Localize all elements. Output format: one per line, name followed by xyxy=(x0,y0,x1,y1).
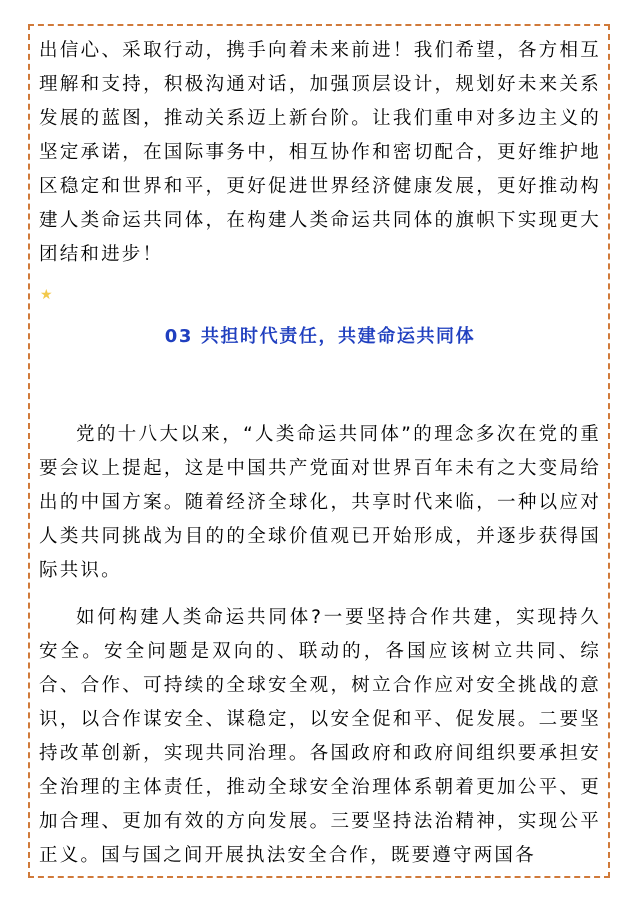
paragraph-3: 如何构建人类命运共同体?一要坚持合作共建，实现持久安全。安全问题是双向的、联动的，各国应该树立共同、综合、合作、可持续的全球安全观，树立合作应对安全挑战的意识，以合作谋安全、谋稳定，以安全促和平、促发展。二要坚持改革创新，实现共同治理。各国政府和政府间组织要承担安全治理的主体责任，推动全球安全治理体系朝着更加公平、更加合理、更加有效的方向发展。三要坚持法治精神，实现公平正义。国与国之间开展执法安全合作，既要遵守两国各 xyxy=(39,607,601,866)
document-body xyxy=(39,34,601,272)
paragraph-1: 出信心、采取行动，携手向着未来前进！我们希望，各方相互理解和支持，积极沟通对话，加强顶层设计，规划好未来关系发展的蓝图，推动关系迈上新台阶。让我们重申对多边主义的坚定承诺，在国际事务中，相互协作和密切配合，更好维护地区稳定和世界和平，更好促进世界经济健康发展，更好推动构建人类命运共同体，在构建人类命运共同体的旗帜下实现更大团结和进步！ xyxy=(39,40,601,265)
section-heading: 03 共担时代责任，共建命运共同体 xyxy=(164,326,476,347)
paragraph-2-container xyxy=(39,418,601,588)
star-icon: ★ xyxy=(40,287,53,303)
paragraph-2: 党的十八大以来，“人类命运共同体”的理念多次在党的重要会议上提起，这是中国共产党面对世界百年未有之大变局给出的中国方案。随着经济全球化，共享时代来临，一种以应对人类共同挑战为目的的全球价值观已开始形成，并逐步获得国际共识。 xyxy=(39,424,601,581)
paragraph-3-container xyxy=(39,601,601,873)
